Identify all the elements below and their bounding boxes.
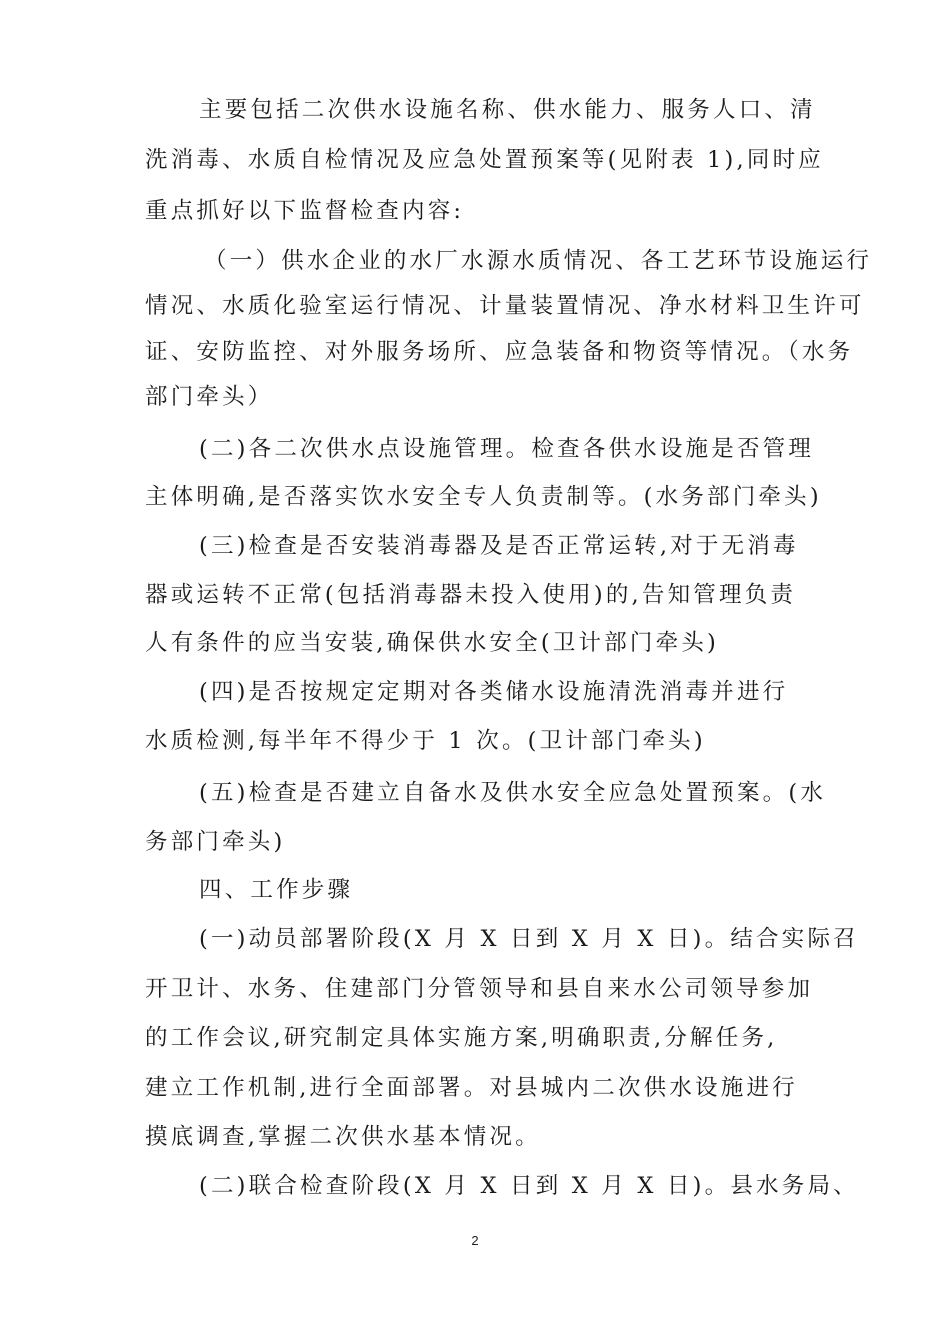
paragraph-line: (四)是否按规定定期对各类储水设施清洗消毒并进行 <box>199 679 789 705</box>
paragraph-line: 务部门牵头) <box>145 829 286 855</box>
paragraph-line: 洗消毒、水质自检情况及应急处置预案等(见附表 1),同时应 <box>145 147 824 173</box>
paragraph-line: (一)动员部署阶段(X 月 X 日到 X 月 X 日)。结合实际召 <box>199 926 859 952</box>
paragraph-line: 摸底调查,掌握二次供水基本情况。 <box>145 1124 541 1150</box>
paragraph-line: 器或运转不正常(包括消毒器未投入使用)的,告知管理负责 <box>145 582 797 608</box>
paragraph-line: 建立工作机制,进行全面部署。对县城内二次供水设施进行 <box>145 1075 798 1101</box>
page-number: 2 <box>471 1233 479 1248</box>
section-heading: 四、工作步骤 <box>199 877 354 903</box>
paragraph-line: 主体明确,是否落实饮水安全专人负责制等。(水务部门牵头) <box>145 484 822 510</box>
paragraph-line: （一）供水企业的水厂水源水质情况、各工艺环节设施运行 <box>204 248 873 274</box>
paragraph-line: 人有条件的应当安装,确保供水安全(卫计部门牵头) <box>145 630 720 656</box>
paragraph-line: (二)联合检查阶段(X 月 X 日到 X 月 X 日)。县水务局、 <box>199 1173 859 1199</box>
paragraph-line: 重点抓好以下监督检查内容: <box>145 198 465 224</box>
paragraph-line: 证、安防监控、对外服务场所、应急装备和物资等情况。（水务 <box>145 339 854 365</box>
paragraph-line: 主要包括二次供水设施名称、供水能力、服务人口、清 <box>199 97 816 123</box>
paragraph-line: (三)检查是否安装消毒器及是否正常运转,对于无消毒 <box>199 533 799 559</box>
paragraph-line: 开卫计、水务、住建部门分管领导和县自来水公司领导参加 <box>145 976 814 1002</box>
paragraph-line: (五)检查是否建立自备水及供水安全应急处置预案。(水 <box>199 780 827 806</box>
paragraph-line: (二)各二次供水点设施管理。检查各供水设施是否管理 <box>199 436 815 462</box>
paragraph-line: 水质检测,每半年不得少于 1 次。(卫计部门牵头) <box>145 728 706 754</box>
paragraph-line: 情况、水质化验室运行情况、计量装置情况、净水材料卫生许可 <box>145 293 865 319</box>
paragraph-line: 部门牵头） <box>145 384 274 410</box>
paragraph-line: 的工作会议,研究制定具体实施方案,明确职责,分解任务, <box>145 1025 778 1051</box>
